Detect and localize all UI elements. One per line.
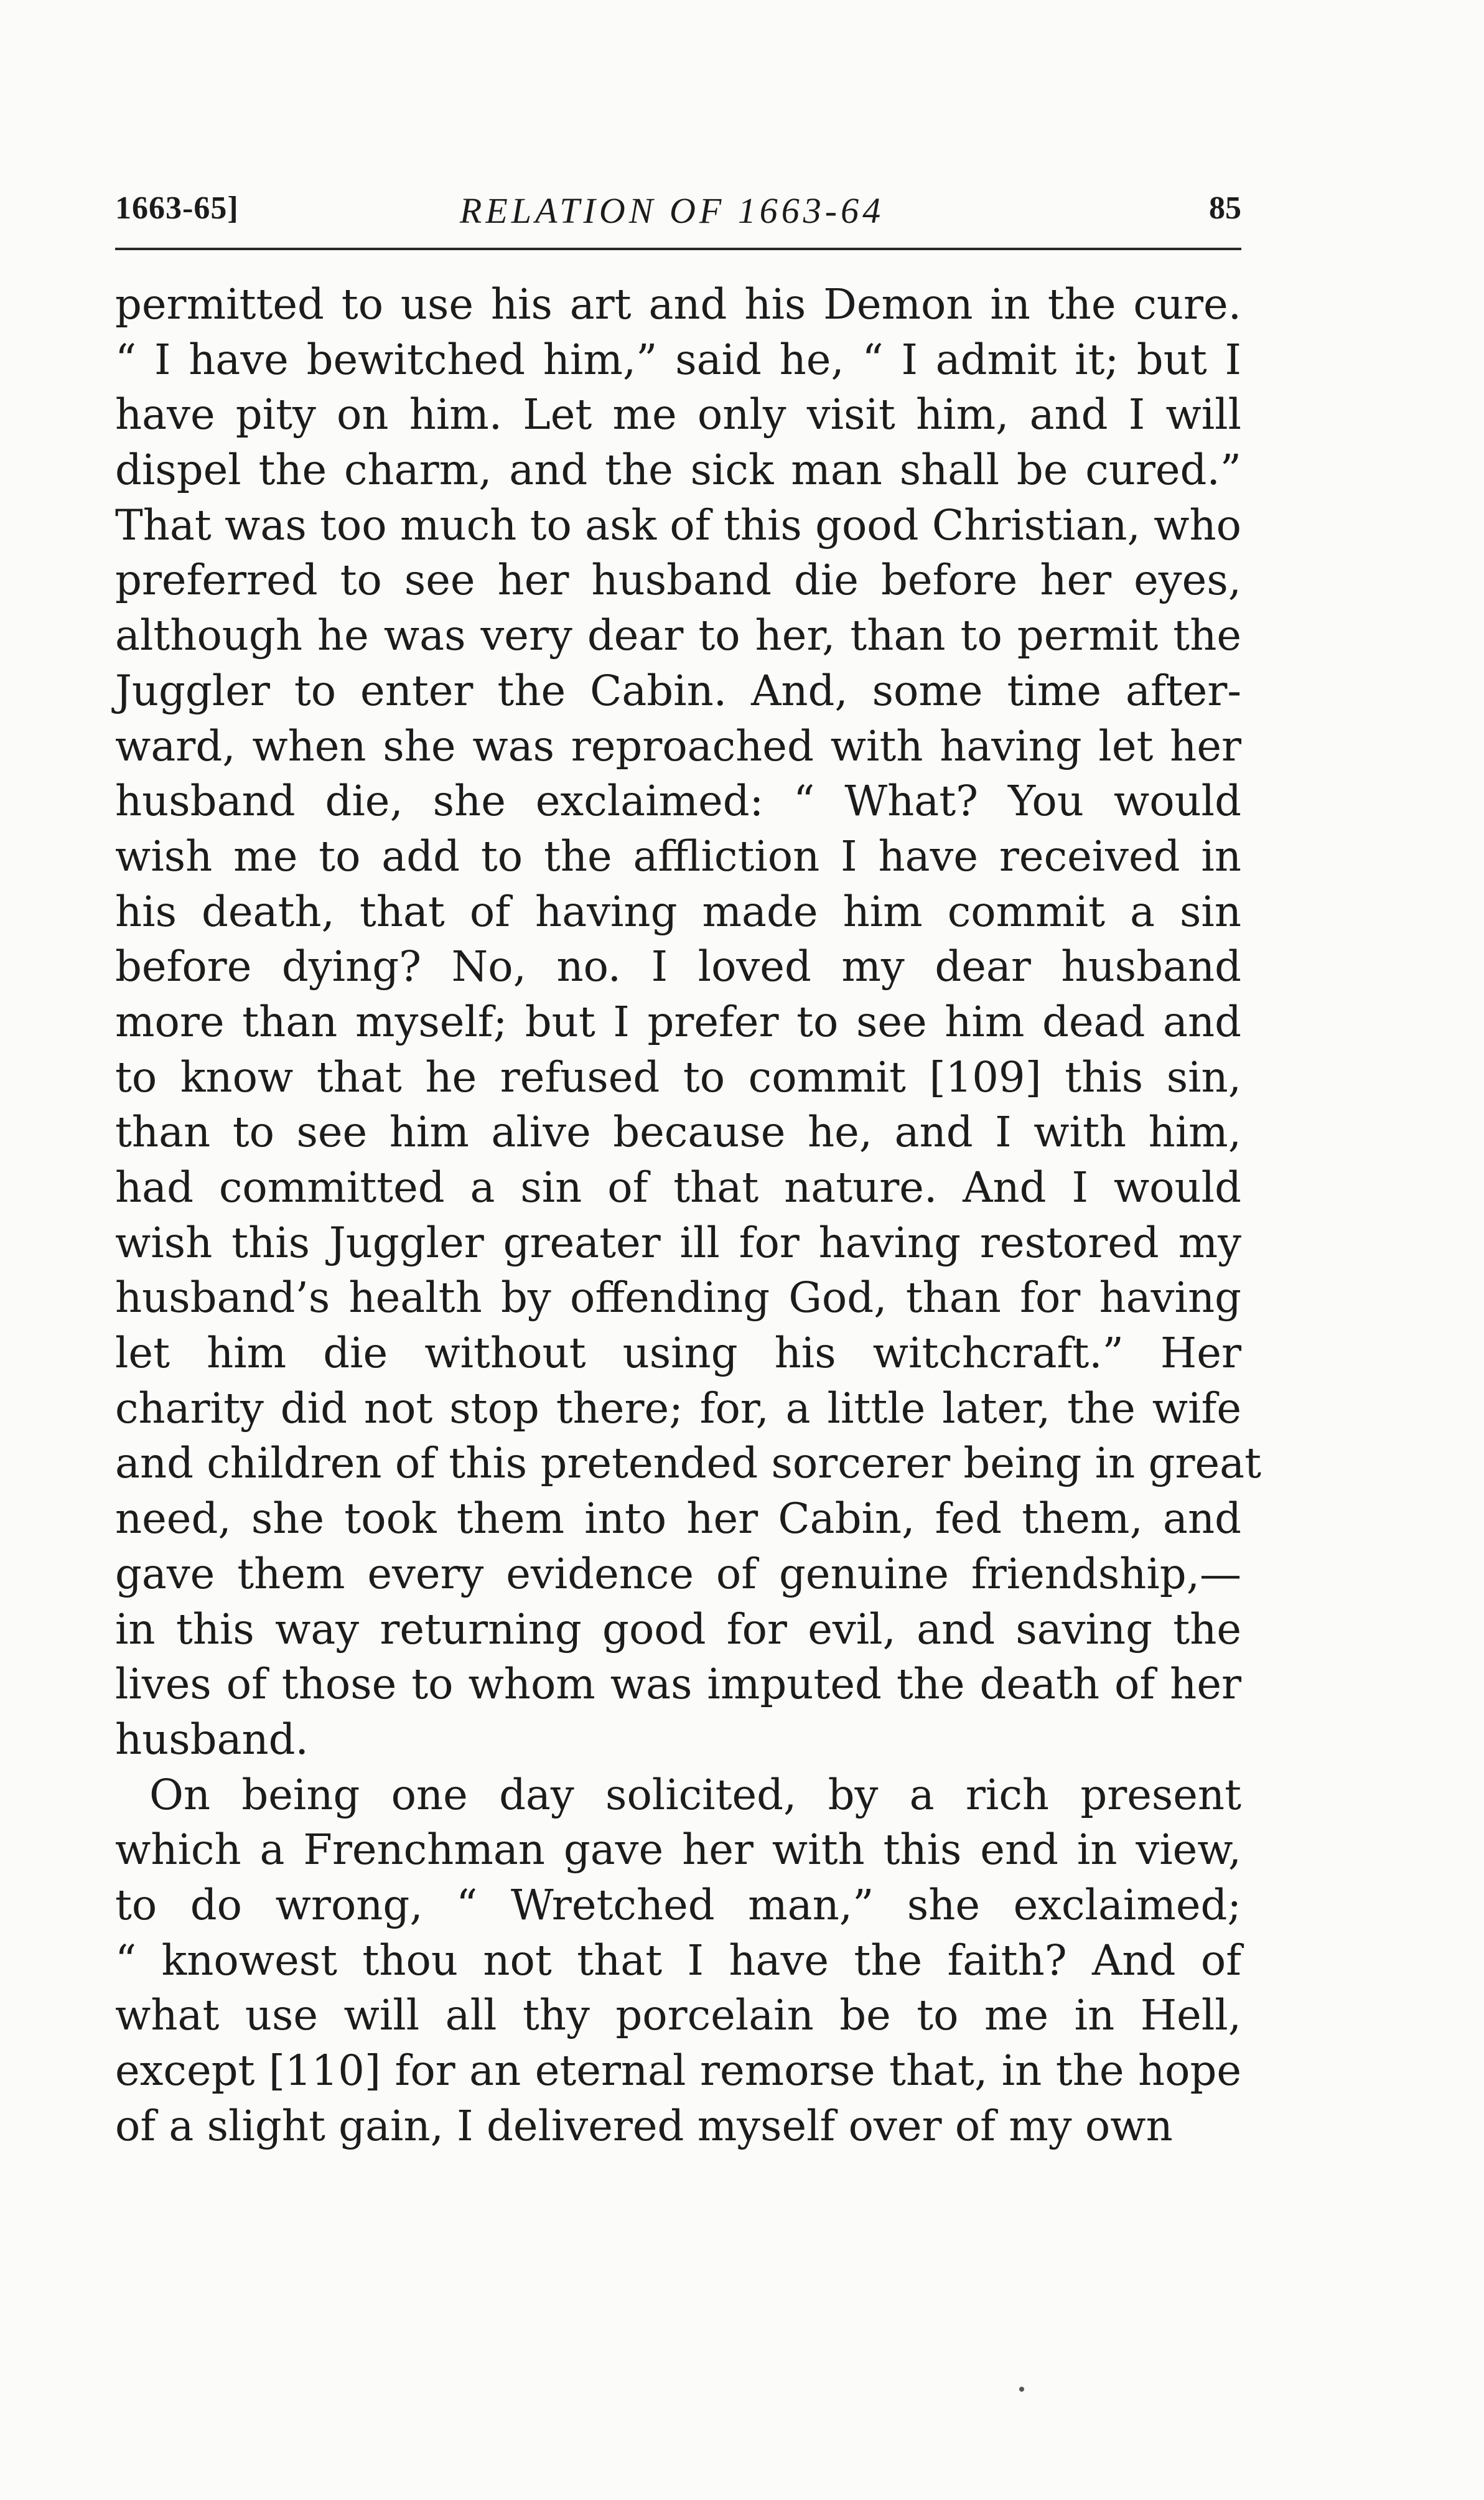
text-line: preferred to see her husband die before her eyes, xyxy=(115,556,1241,605)
text-line: husband. xyxy=(115,1715,309,1764)
header-rule xyxy=(115,248,1241,250)
text-line: gave them every evidence of genuine friendship,— xyxy=(115,1549,1241,1598)
text-line: although he was very dear to her, than to permit the xyxy=(115,611,1241,660)
text-line: wish me to add to the affliction I have received in xyxy=(115,831,1241,881)
text-line: On being one day solicited, by a rich present xyxy=(149,1770,1241,1819)
text-line: have pity on him. Let me only visit him, and I will xyxy=(115,390,1241,439)
running-head xyxy=(115,190,1241,240)
text-line: lives of those to whom was imputed the death of her xyxy=(115,1660,1241,1709)
text-line: in this way returning good for evil, and saving the xyxy=(115,1604,1241,1654)
text-line: to know that he refused to commit [109] this sin, xyxy=(115,1052,1241,1102)
text-line: than to see him alive because he, and I with him, xyxy=(115,1108,1241,1157)
paragraph xyxy=(115,277,1262,1767)
year-range: 1663-65] xyxy=(115,190,239,226)
text-line: husband’s health by offending God, than for having xyxy=(115,1273,1241,1323)
text-line: wish this Juggler greater ill for having restored my xyxy=(115,1218,1241,1267)
text-line: before dying? No, no. I loved my dear husband xyxy=(115,942,1241,991)
text-line: which a Frenchman gave her with this end in view, xyxy=(115,1825,1241,1875)
text-line: had committed a sin of that nature. And I would xyxy=(115,1163,1241,1212)
text-line: Juggler to enter the Cabin. And, some time after- xyxy=(115,666,1241,715)
paragraph xyxy=(115,1767,1241,2154)
text-line: need, she took them into her Cabin, fed them, and xyxy=(115,1494,1241,1543)
text-line: husband die, she exclaimed: “ What? You would xyxy=(115,777,1241,826)
body-text xyxy=(115,277,1262,2153)
print-speck xyxy=(1019,2387,1024,2392)
text-line: more than myself; but I prefer to see him dead and xyxy=(115,997,1241,1046)
text-line: his death, that of having made him commit a sin xyxy=(115,887,1241,936)
text-line: what use will all thy porcelain be to me in Hell, xyxy=(115,1991,1241,2040)
text-line: “ knowest thou not that I have the faith? And of xyxy=(115,1936,1241,1985)
text-line: except [110] for an eternal remorse that, in the hope xyxy=(115,2046,1241,2095)
text-line: to do wrong, “ Wretched man,” she exclaimed; xyxy=(115,1880,1241,1929)
text-line: and children of this pretended sorcerer being in great xyxy=(115,1439,1262,1488)
text-line: of a slight gain, I delivered myself over of my own xyxy=(115,2101,1173,2150)
text-line: let him die without using his witchcraft.” Her xyxy=(115,1329,1241,1378)
text-line: “ I have bewitched him,” said he, “ I admit it; but I xyxy=(115,335,1241,384)
text-line: charity did not stop there; for, a little later, the wife xyxy=(115,1383,1241,1433)
running-title: RELATION OF 1663-64 xyxy=(459,190,885,231)
text-line: dispel the charm, and the sick man shall be cured.” xyxy=(115,446,1241,495)
text-line: ward, when she was reproached with having let her xyxy=(115,721,1241,770)
text-line: That was too much to ask of this good Christian, who xyxy=(115,500,1241,550)
page-number: 85 xyxy=(1209,190,1241,226)
text-line: permitted to use his art and his Demon in the cure. xyxy=(115,280,1241,329)
